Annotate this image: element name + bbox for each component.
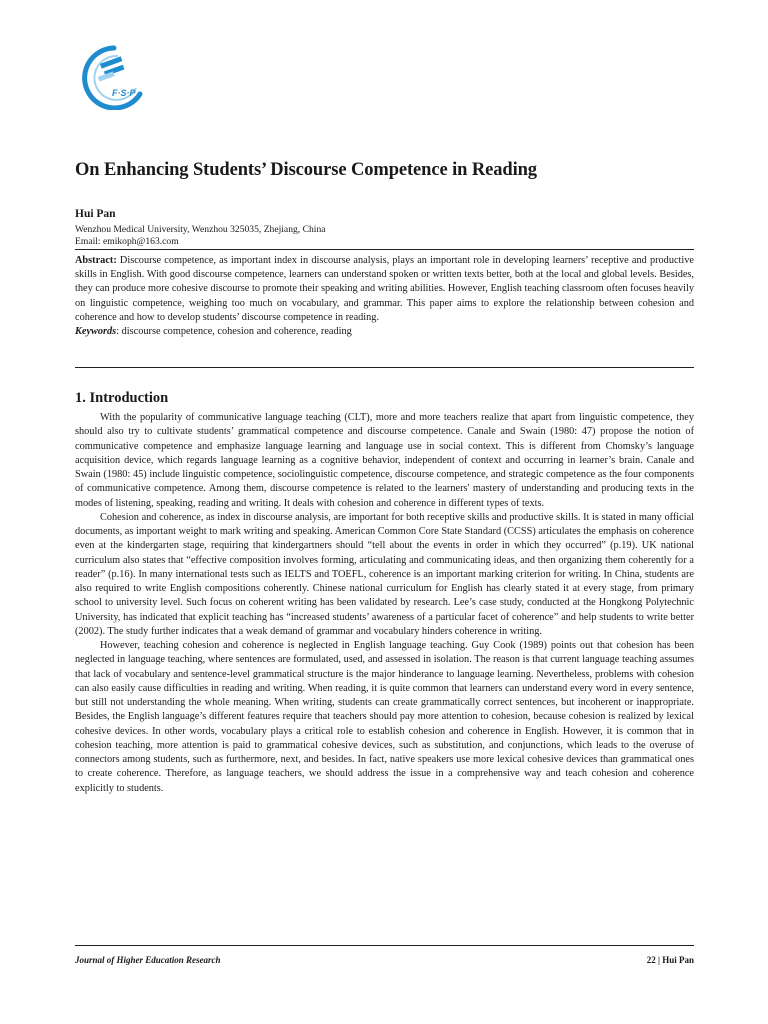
abstract-bottom-rule	[75, 367, 694, 368]
section-body	[75, 411, 694, 796]
keywords-label: Keywords	[75, 326, 117, 338]
svg-text:F·S·P: F·S·P	[112, 88, 136, 98]
author-affiliation: Wenzhou Medical University, Wenzhou 325035, Zhejiang, China	[75, 224, 326, 235]
page-number: 22	[646, 955, 656, 965]
footer-journal: Journal of Higher Education Research	[75, 955, 221, 965]
body-paragraph: However, teaching cohesion and coherence is neglected in English language teaching. Guy Cook (1989) points out that cohesion has been neglected in language teaching, where sentences are formulated, used, and assessed in isolation. The reason is that current language teaching assumes that lack of vocabulary and sentence-level grammatical structure is the major hinderance to language learning. Nevertheless, problems with cohesion can also easily cause difficulties in reading and writing. When reading, it is quite common that learners can understand every word in every sentence, but still not understanding the whole meaning. When writing, students can create grammatically correct sentences, but incoherent or inappropriate. Besides, the English language’s different features require that teachers should pay more attention to cohesion, because cohesion is realized by lexical cohesive devices. In other words, vocabulary plays a critical role to establish cohesion and coherence in English. However, it is common that in cohesion teaching, more attention is paid to grammatical cohesive devices, such as substitution, and conjunctions, which leads to the overuse of connectors among students, such as furthermore, next, and besides. In fact, native speakers use more lexical cohesive devices than grammatical ones to create coherence. Therefore, as language teachers, we should address the issue in a comprehensive way and teach cohesion and coherence explicitly to students.	[75, 640, 694, 794]
publisher-logo	[74, 42, 154, 110]
author-name: Hui Pan	[75, 208, 116, 220]
paper-title: On Enhancing Students’ Discourse Competence in Reading	[75, 160, 537, 180]
footer-rule	[75, 945, 694, 946]
author-email: Email: emikoph@163.com	[75, 236, 179, 247]
keywords-text: : discourse competence, cohesion and coherence, reading	[116, 326, 352, 338]
abstract	[75, 254, 694, 339]
author-affiliation-block	[75, 224, 326, 248]
footer-separator: |	[655, 955, 663, 965]
abstract-label: Abstract:	[75, 255, 117, 266]
body-paragraph: With the popularity of communicative language teaching (CLT), more and more teachers realize that apart from linguistic competence, they should also try to cultivate students’ grammatical competence and discourse competence. Canale and Swain (1980: 47) propose the notion of communicative competence and emphasize language learning and language use in social context. This is different from Chomsky’s language acquisition device, which regards language learning as a cognitive behavior, independent of context and occurring in learner’s brain. Canale and Swain (1980: 45) include linguistic competence, sociolinguistic competence, discourse competence, and strategic competence as the four components of communicative competence. Among them, discourse competence is related to the learners' mastery of understanding and producing texts in the modes of listening, speaking, reading and writing. It deals with cohesion and coherence in different types of texts.	[75, 412, 694, 509]
footer-page-info	[647, 955, 694, 965]
footer-author: Hui Pan	[662, 955, 694, 965]
abstract-text: Discourse competence, as important index in discourse analysis, plays an important role in developing learners’ receptive and productive skills in English. With good discourse competence, learners can understand spoken or written texts better, both at the local and global levels. Besides, they can produce more cohesive discourse to promote their speaking and writing abilities. However, English teaching classroom often focuses heavily on linguistic competence, weighing too much on vocabulary, and grammar. This paper aims to explore the relationship between cohesion and coherence and how to develop students’ discourse competence in reading.	[75, 255, 694, 323]
abstract-top-rule	[75, 249, 694, 250]
body-paragraph: Cohesion and coherence, as index in discourse analysis, are important for both receptive skills and productive skills. It is stated in many official documents, as important weight to mark writing and speaking. American Common Core State Standard (CCSS) articulates the emphasis on coherence even at the kindergarten stage, requiring that kindergartners should “tell about the events in order in which they occurred” (p.19). UK national curriculum also states that “effective composition involves forming, articulating and communicating ideas, and then organizing them coherently for a reader” (p.16). In many international tests such as IELTS and TOEFL, coherence is an important marking criterion for writing. In China, students are also required to write English compositions coherently. Chinese national curriculum for English has clearly stated it at every stage, from primary school to university level. Such focus on coherent writing has been validated by research. Lee’s case study, conducted at the Hongkong Polytechnic University, has indicated that explicit teaching has “increased students’ awareness of a particular facet of coherence” and help students to write better (2002). The study further indicates that a weak demand of grammar and vocabulary hinders coherence in writing.	[75, 511, 694, 637]
section-heading: 1. Introduction	[75, 390, 169, 406]
